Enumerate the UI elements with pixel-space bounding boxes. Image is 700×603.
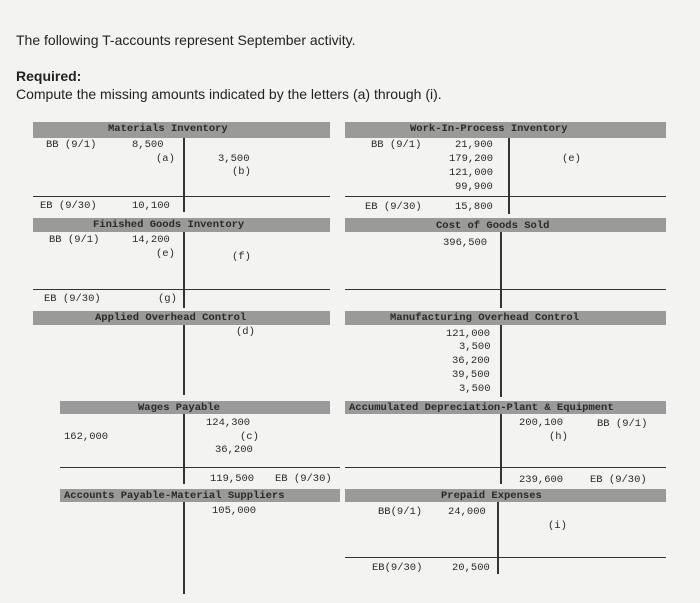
materials-eb-label: EB (9/30): [40, 200, 97, 212]
wages-eb-value: 119,500: [210, 473, 255, 485]
accum-dep-eb-label: EB (9/30): [590, 474, 647, 486]
accum-dep-total-line: [345, 467, 666, 468]
materials-credit-b: (b): [232, 166, 251, 178]
accum-dep-title: Accumulated Depreciation-Plant & Equipment: [349, 402, 614, 414]
materials-eb-value: 10,100: [132, 200, 170, 212]
finished-total-line: [33, 289, 330, 290]
materials-vertical-line: [183, 138, 185, 212]
wip-debit-4: 99,900: [455, 181, 493, 193]
cogs-vertical-line: [500, 232, 502, 308]
wip-credit-e: (e): [562, 153, 581, 165]
wip-debit-1: 21,900: [455, 139, 493, 151]
wip-bb-label: BB (9/1): [371, 139, 422, 151]
finished-eb-g: (g): [158, 293, 177, 305]
applied-oh-credit-d: (d): [236, 326, 255, 338]
mfg-oh-debit-3: 36,200: [452, 355, 490, 367]
wip-eb-label: EB (9/30): [365, 201, 422, 213]
accum-dep-vertical-line: [500, 414, 502, 484]
cogs-title: Cost of Goods Sold: [436, 220, 550, 232]
prepaid-credit-i: (i): [548, 520, 567, 532]
prepaid-vertical-line: [497, 502, 499, 574]
mfg-oh-debit-5: 3,500: [459, 383, 491, 395]
mfg-oh-debit-1: 121,000: [446, 328, 491, 340]
prepaid-title: Prepaid Expenses: [441, 490, 542, 502]
prepaid-bb-value: 24,000: [448, 506, 486, 518]
wip-vertical-line: [508, 138, 510, 214]
applied-oh-title: Applied Overhead Control: [95, 312, 247, 324]
finished-credit-f: (f): [232, 251, 251, 263]
finished-vertical-line: [183, 232, 185, 308]
finished-eb-label: EB (9/30): [44, 293, 101, 305]
prepaid-eb-value: 20,500: [452, 562, 490, 574]
materials-credit-1: 3,500: [218, 153, 250, 165]
cogs-debit: 396,500: [443, 237, 488, 249]
wip-total-line: [345, 196, 666, 197]
finished-bb-label: BB (9/1): [49, 234, 100, 246]
cogs-total-line: [345, 289, 666, 290]
required-label: Required:: [16, 68, 82, 84]
wip-title: Work-In-Process Inventory: [410, 123, 568, 135]
finished-title: Finished Goods Inventory: [93, 219, 245, 231]
ap-vertical-line: [183, 502, 185, 594]
wages-credit-c: (c): [240, 431, 259, 443]
prepaid-bb-label: BB(9/1): [378, 506, 423, 518]
mfg-oh-debit-2: 3,500: [459, 341, 491, 353]
wages-credit-1: 124,300: [206, 417, 251, 429]
wages-eb-label: EB (9/30): [275, 473, 332, 485]
intro-text: The following T-accounts represent September activity.: [16, 32, 356, 48]
materials-debit-a: (a): [156, 153, 175, 165]
ap-credit: 105,000: [212, 505, 257, 517]
applied-oh-vertical-line: [183, 325, 185, 395]
ap-title: Accounts Payable-Material Suppliers: [64, 490, 285, 502]
finished-debit-e: (e): [156, 248, 175, 260]
accum-dep-bb-value: 200,100: [519, 417, 564, 429]
mfg-oh-vertical-line: [500, 325, 502, 397]
wip-debit-3: 121,000: [449, 167, 494, 179]
wages-total-line: [60, 467, 340, 468]
instruction-text: Compute the missing amounts indicated by the letters (a) through (i).: [16, 86, 442, 102]
materials-title: Materials Inventory: [108, 123, 228, 135]
wages-vertical-line: [183, 414, 185, 484]
wages-title: Wages Payable: [138, 402, 220, 414]
wip-debit-2: 179,200: [449, 153, 494, 165]
accum-dep-bb-label: BB (9/1): [597, 418, 648, 430]
wages-debit: 162,000: [64, 431, 109, 443]
prepaid-total-line: [345, 557, 666, 558]
wip-eb-value: 15,800: [455, 201, 493, 213]
accum-dep-eb-value: 239,600: [519, 474, 564, 486]
finished-bb-value: 14,200: [132, 234, 170, 246]
accum-dep-credit-h: (h): [549, 431, 568, 443]
materials-bb-value: 8,500: [132, 139, 164, 151]
materials-bb-label: BB (9/1): [46, 139, 97, 151]
mfg-oh-title: Manufacturing Overhead Control: [390, 312, 580, 324]
mfg-oh-debit-4: 39,500: [452, 369, 490, 381]
prepaid-eb-label: EB(9/30): [372, 562, 423, 574]
wages-credit-3: 36,200: [215, 444, 253, 456]
materials-total-line: [33, 196, 330, 197]
